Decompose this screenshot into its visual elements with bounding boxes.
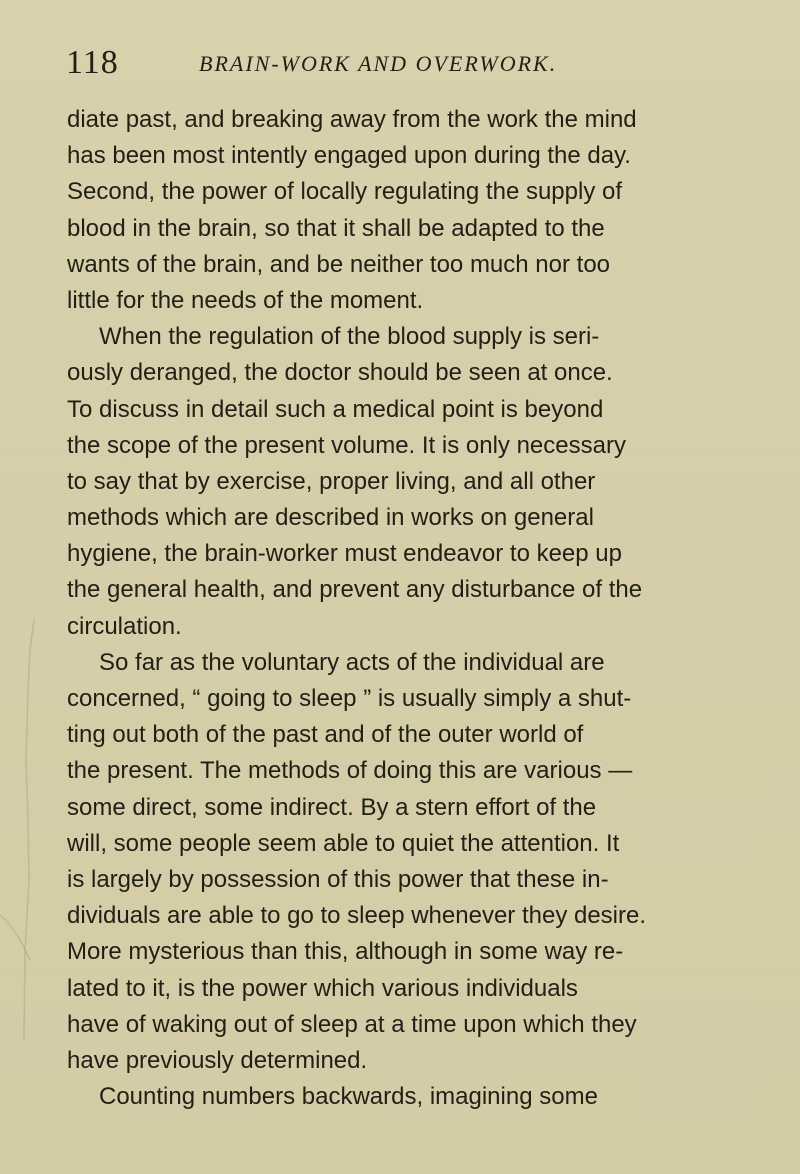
text-line: circulation. [67, 612, 182, 640]
paragraph-start-line: Counting numbers backwards, imagining some [99, 1083, 598, 1111]
text-line: dividuals are able to go to sleep whenever they desire. [67, 902, 647, 930]
page-number: 118 [66, 44, 119, 81]
text-line: the general health, and prevent any disturbance of the [67, 576, 643, 604]
text-line: diate past, and breaking away from the work the mind [67, 106, 637, 133]
text-line: To discuss in detail such a medical point is beyond [67, 395, 604, 423]
text-line: wants of the brain, and be neither too much nor too [67, 250, 611, 278]
text-line: little for the needs of the moment. [67, 286, 424, 314]
text-line: ting out both of the past and of the outer world of [67, 721, 584, 749]
text-line: methods which are described in works on general [67, 504, 594, 532]
text-line: is largely by possession of this power that these in- [67, 865, 609, 893]
text-line: to say that by exercise, proper living, and all other [67, 467, 596, 495]
text-line: Second, the power of locally regulating the supply of [67, 178, 623, 206]
text-line: will, some people seem able to quiet the attention. It [67, 829, 620, 857]
show-through-marks [0, 0, 36, 1174]
text-line: have previously determined. [67, 1046, 368, 1074]
text-line: More mysterious than this, although in some way re- [67, 938, 624, 966]
text-line: have of waking out of sleep at a time upon which they [67, 1010, 637, 1038]
running-head: BRAIN-WORK AND OVERWORK. [199, 51, 558, 76]
text-line: lated to it, is the power which various individuals [67, 974, 578, 1002]
paragraph-start-line: So far as the voluntary acts of the individual are [99, 648, 605, 676]
text-line: has been most intently engaged upon during the day. [67, 142, 631, 170]
text-line: the scope of the present volume. It is only necessary [67, 431, 626, 459]
text-line: blood in the brain, so that it shall be adapted to the [67, 214, 605, 242]
text-line: hygiene, the brain-worker must endeavor to keep up [67, 540, 622, 568]
text-line: concerned, “ going to sleep ” is usually simply a shut- [67, 685, 632, 712]
page-header [64, 44, 744, 84]
body-text [67, 102, 735, 1115]
text-line: the present. The methods of doing this are various — [67, 757, 633, 785]
text-line: ously deranged, the doctor should be seen at once. [67, 359, 613, 387]
text-line: some direct, some indirect. By a stern effort of the [67, 793, 597, 821]
paragraph-start-line: When the regulation of the blood supply is seri- [99, 323, 600, 351]
